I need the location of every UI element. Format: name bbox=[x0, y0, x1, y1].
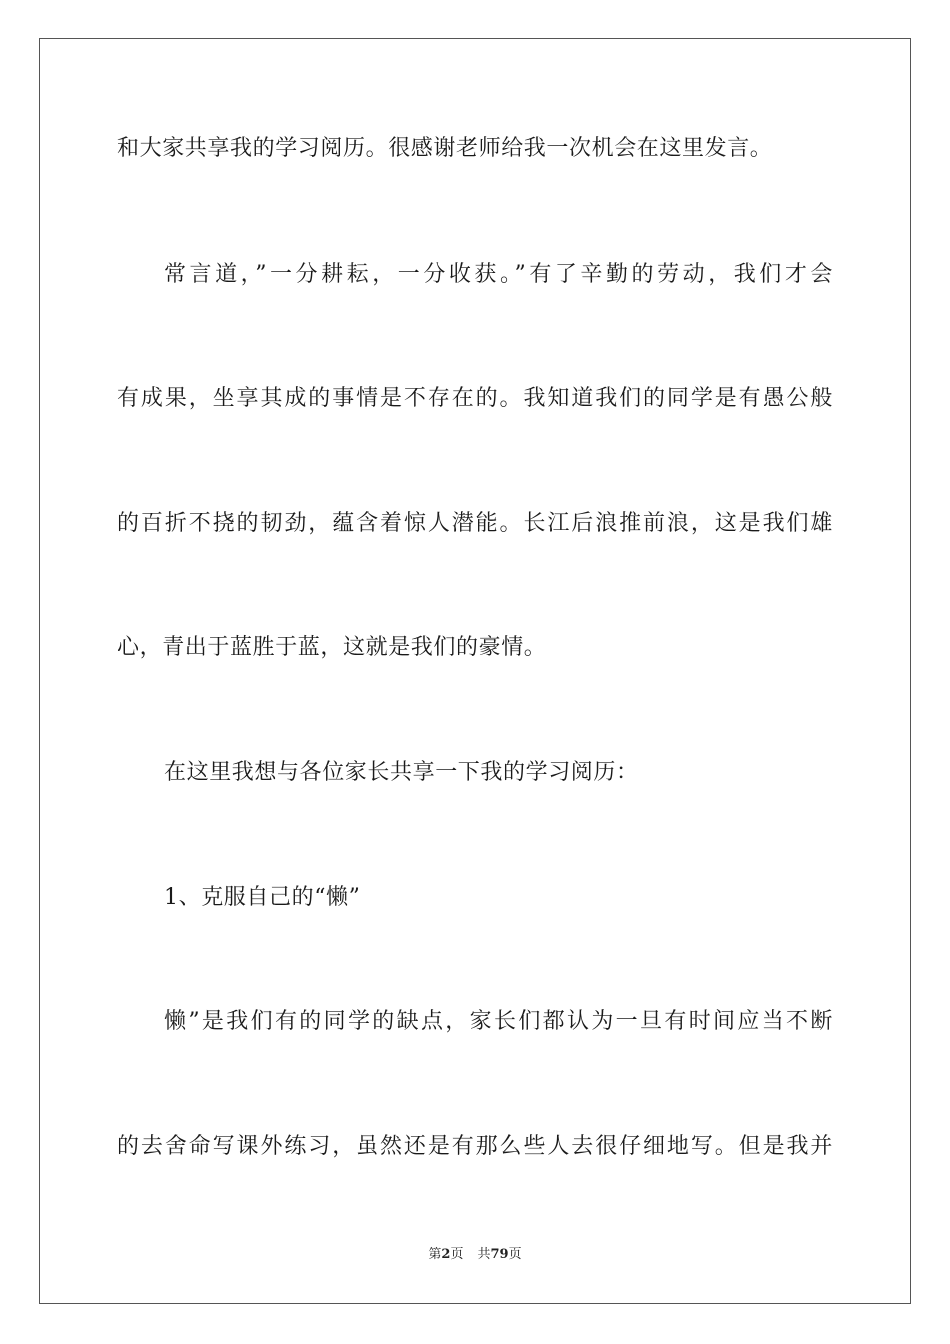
page-suffix: 页 bbox=[450, 1247, 464, 1262]
text-line-5: 心，青出于蓝胜于蓝，这就是我们的豪情。 bbox=[117, 635, 547, 660]
text-line-2: 常言道，”一分耕耘，一分收获。”有了辛勤的劳动，我们才会 bbox=[164, 262, 833, 287]
total-prefix: 共 bbox=[477, 1247, 491, 1262]
text-line-9: 的去舍命写课外练习，虽然还是有那么些人去很仔细地写。但是我并 bbox=[117, 1134, 833, 1159]
text-line-3: 有成果，坐享其成的事情是不存在的。我知道我们的同学是有愚公般 bbox=[117, 386, 833, 411]
page-number: 2 bbox=[441, 1247, 451, 1262]
total-pages: 79 bbox=[490, 1247, 509, 1262]
text-line-4: 的百折不挠的韧劲，蕴含着惊人潜能。长江后浪推前浪，这是我们雄 bbox=[117, 511, 833, 536]
text-line-6: 在这里我想与各位家长共享一下我的学习阅历： bbox=[164, 760, 639, 785]
page-prefix: 第 bbox=[428, 1247, 442, 1262]
page-border bbox=[39, 38, 911, 1304]
text-line-1: 和大家共享我的学习阅历。很感谢老师给我一次机会在这里发言。 bbox=[117, 136, 773, 161]
text-line-8: 懒”是我们有的同学的缺点，家长们都认为一旦有时间应当不断 bbox=[164, 1009, 833, 1034]
total-suffix: 页 bbox=[508, 1247, 522, 1262]
list-heading-1: 1、克服自己的“懒” bbox=[164, 885, 361, 910]
page-footer bbox=[0, 1246, 950, 1264]
